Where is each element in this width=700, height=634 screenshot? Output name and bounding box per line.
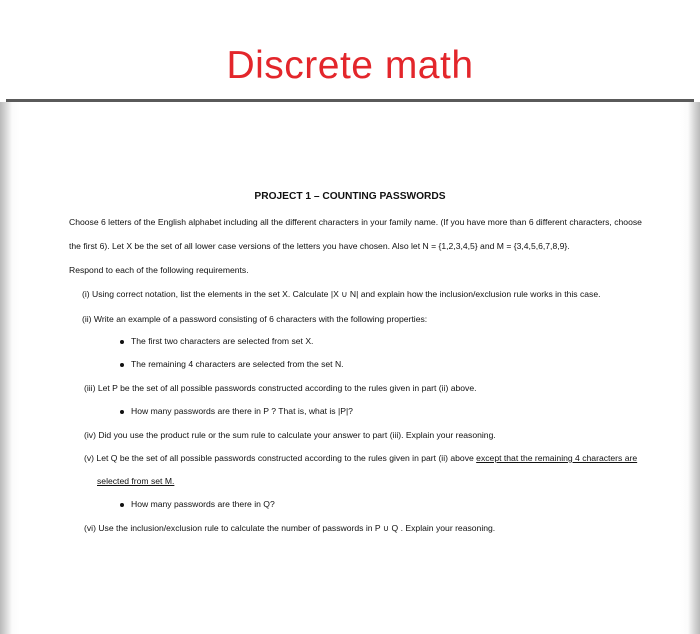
requirement-vi: (vi) Use the inclusion/exclusion rule to calculate the number of passwords in P ∪ Q . Explain your reasoning. bbox=[84, 523, 496, 533]
requirement-v-underlined-text: except that the remaining 4 characters are bbox=[476, 453, 638, 463]
bullet-dot bbox=[120, 340, 124, 344]
requirement-iv: (iv) Did you use the product rule or the sum rule to calculate your answer to part (iii). Explain your reasoning. bbox=[84, 430, 496, 440]
requirement-v-line-1 bbox=[84, 453, 637, 463]
intro-line-1: Choose 6 letters of the English alphabet including all the different characters in your family name. (If you have more than 6 different characters, choose bbox=[69, 217, 642, 227]
requirement-i: (i) Using correct notation, list the elements in the set X. Calculate |X ∪ N| and explain how the inclusion/exclusion rule works in this case. bbox=[82, 289, 601, 299]
requirement-ii-bullet-1: The first two characters are selected from set X. bbox=[131, 336, 314, 346]
requirement-v-text: (v) Let Q be the set of all possible passwords constructed according to the rules given in part (ii) above bbox=[84, 453, 477, 463]
banner-title: Discrete math bbox=[226, 44, 474, 87]
requirement-v-bullet-1: How many passwords are there in Q? bbox=[131, 499, 275, 509]
requirement-iii-bullet-1: How many passwords are there in P ? That is, what is |P|? bbox=[131, 406, 353, 416]
project-title: PROJECT 1 – COUNTING PASSWORDS bbox=[254, 191, 446, 202]
bullet-dot bbox=[120, 503, 124, 507]
bullet-dot bbox=[120, 363, 124, 367]
intro-line-3: Respond to each of the following requirements. bbox=[69, 265, 249, 275]
requirement-ii-bullet-2: The remaining 4 characters are selected from the set N. bbox=[131, 359, 344, 369]
requirement-iii: (iii) Let P be the set of all possible passwords constructed according to the rules given in part (ii) above. bbox=[84, 383, 477, 393]
requirement-ii: (ii) Write an example of a password consisting of 6 characters with the following properties: bbox=[82, 314, 428, 324]
requirement-v-line-2: selected from set M. bbox=[97, 476, 175, 486]
intro-line-2: the first 6). Let X be the set of all lower case versions of the letters you have chosen. Also let N = {1,2,3,4,5} and M = {3,4,5,6,7,8,9}. bbox=[69, 241, 570, 251]
bullet-dot bbox=[120, 410, 124, 414]
